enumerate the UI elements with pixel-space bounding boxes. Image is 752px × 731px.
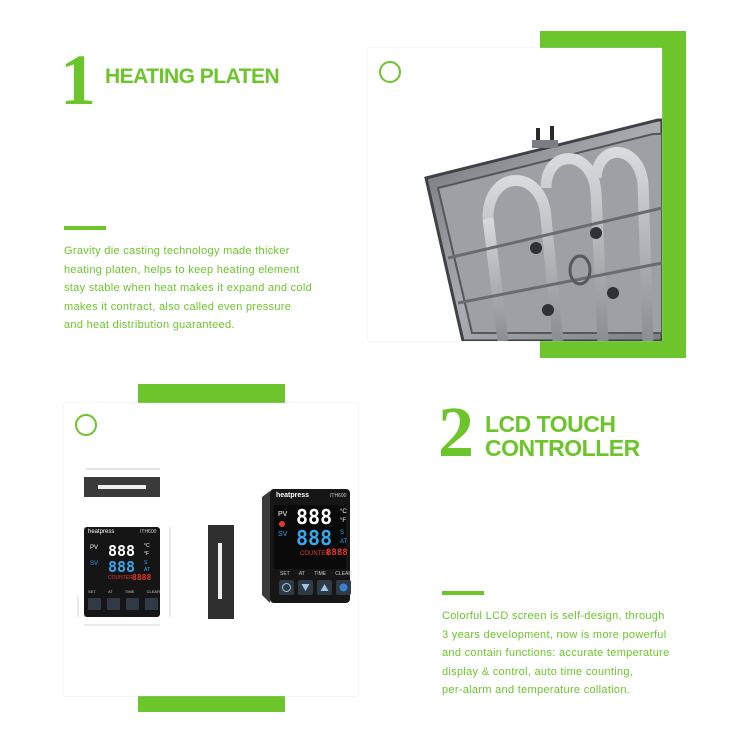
section1-divider (64, 226, 106, 230)
drawing-pv-value: 888 (108, 542, 136, 560)
controller-model-label: ITH600 (330, 493, 347, 499)
section1-description-line: stay stable when heat makes it expand and cold (64, 282, 313, 295)
section1-number: 1 (60, 40, 96, 120)
section2-description-line: per-alarm and temperature collation. (442, 684, 631, 697)
drawing-button-label: TIME (124, 589, 135, 594)
section1-description-line: and heat distribution guaranteed. (64, 319, 235, 332)
controller-button-label: SET (280, 571, 290, 577)
section2-number: 2 (438, 392, 474, 472)
section1-title: HEATING PLATEN (105, 65, 280, 88)
drawing-button-labels (88, 589, 160, 594)
controller-sv-value: 888 (296, 526, 333, 550)
section2-title (485, 412, 640, 460)
drawing-sv-value: 888 (108, 558, 136, 576)
controller-buttons (278, 579, 354, 597)
section1-description-line: Gravity die casting technology made thicker (64, 245, 290, 257)
drawing-brand-label: heatpress (88, 529, 115, 535)
controller-button-labels (280, 571, 352, 577)
drawing-pv-label: PV (90, 545, 99, 551)
section2-description-line: Colorful LCD screen is self-design, through (442, 610, 665, 622)
controller-sv-label: SV (278, 531, 288, 538)
drawing-counter-label: COUNTER (108, 575, 133, 581)
drawing-fahrenheit-label: °F (144, 551, 150, 557)
section2-green-frame-top (138, 384, 285, 404)
drawing-at-label: AT (144, 567, 151, 573)
drawing-model-label: ITH600 (140, 529, 157, 535)
section2-divider (442, 591, 484, 595)
heating-platen-image (368, 48, 662, 341)
drawing-button-label: SET (88, 589, 96, 594)
section2-description (442, 607, 688, 700)
controller-button-label: TIME (314, 571, 327, 577)
controller-photo (64, 403, 358, 696)
section2-title-line: CONTROLLER (485, 435, 640, 462)
section2-title-line: LCD TOUCH (485, 411, 616, 437)
drawing-s-label: S (144, 560, 148, 566)
controller-pv-label: PV (278, 511, 288, 518)
controller-button-label: AT (298, 571, 305, 577)
drawing-button-label: CLEAR (146, 589, 160, 594)
controller-button-label: CLEAR (335, 571, 352, 577)
heating-platen-photo (368, 48, 662, 341)
section2-green-frame-bottom (138, 694, 285, 712)
drawing-counter-value: 8888 (132, 573, 152, 582)
section2-photo-badge-icon (75, 414, 97, 436)
section1-photo-badge-icon (379, 61, 401, 83)
drawing-celsius-label: °C (144, 543, 150, 549)
section2-description-line: display & control, auto time counting, (442, 665, 634, 678)
controller-alarm-icon (279, 521, 285, 527)
section1-description-line: makes it contract, also called even pressure (64, 300, 292, 313)
section1-description (64, 242, 322, 335)
drawing-buttons (86, 597, 162, 611)
controller-fahrenheit-label: °F (340, 518, 347, 524)
controller-counter-label: COUNTER (300, 551, 330, 557)
controller-brand-label: heatpress (276, 492, 310, 499)
controller-counter-value: 8888 (326, 548, 348, 558)
section1-description-line: heating platen, helps to keep heating element (64, 263, 300, 276)
section2-description-line: and contain functions: accurate temperature (442, 647, 670, 660)
controller-at-label: AT (340, 539, 348, 545)
section2-description-line: 3 years development, now is more powerful (442, 628, 667, 641)
controller-top-view (78, 465, 168, 505)
drawing-button-label: AT (107, 589, 113, 594)
controller-s-label: S (340, 530, 345, 536)
drawing-sv-label: SV (90, 561, 99, 567)
controller-side-view (204, 523, 240, 623)
controller-pv-value: 888 (296, 505, 333, 529)
controller-celsius-label: °C (340, 509, 347, 515)
